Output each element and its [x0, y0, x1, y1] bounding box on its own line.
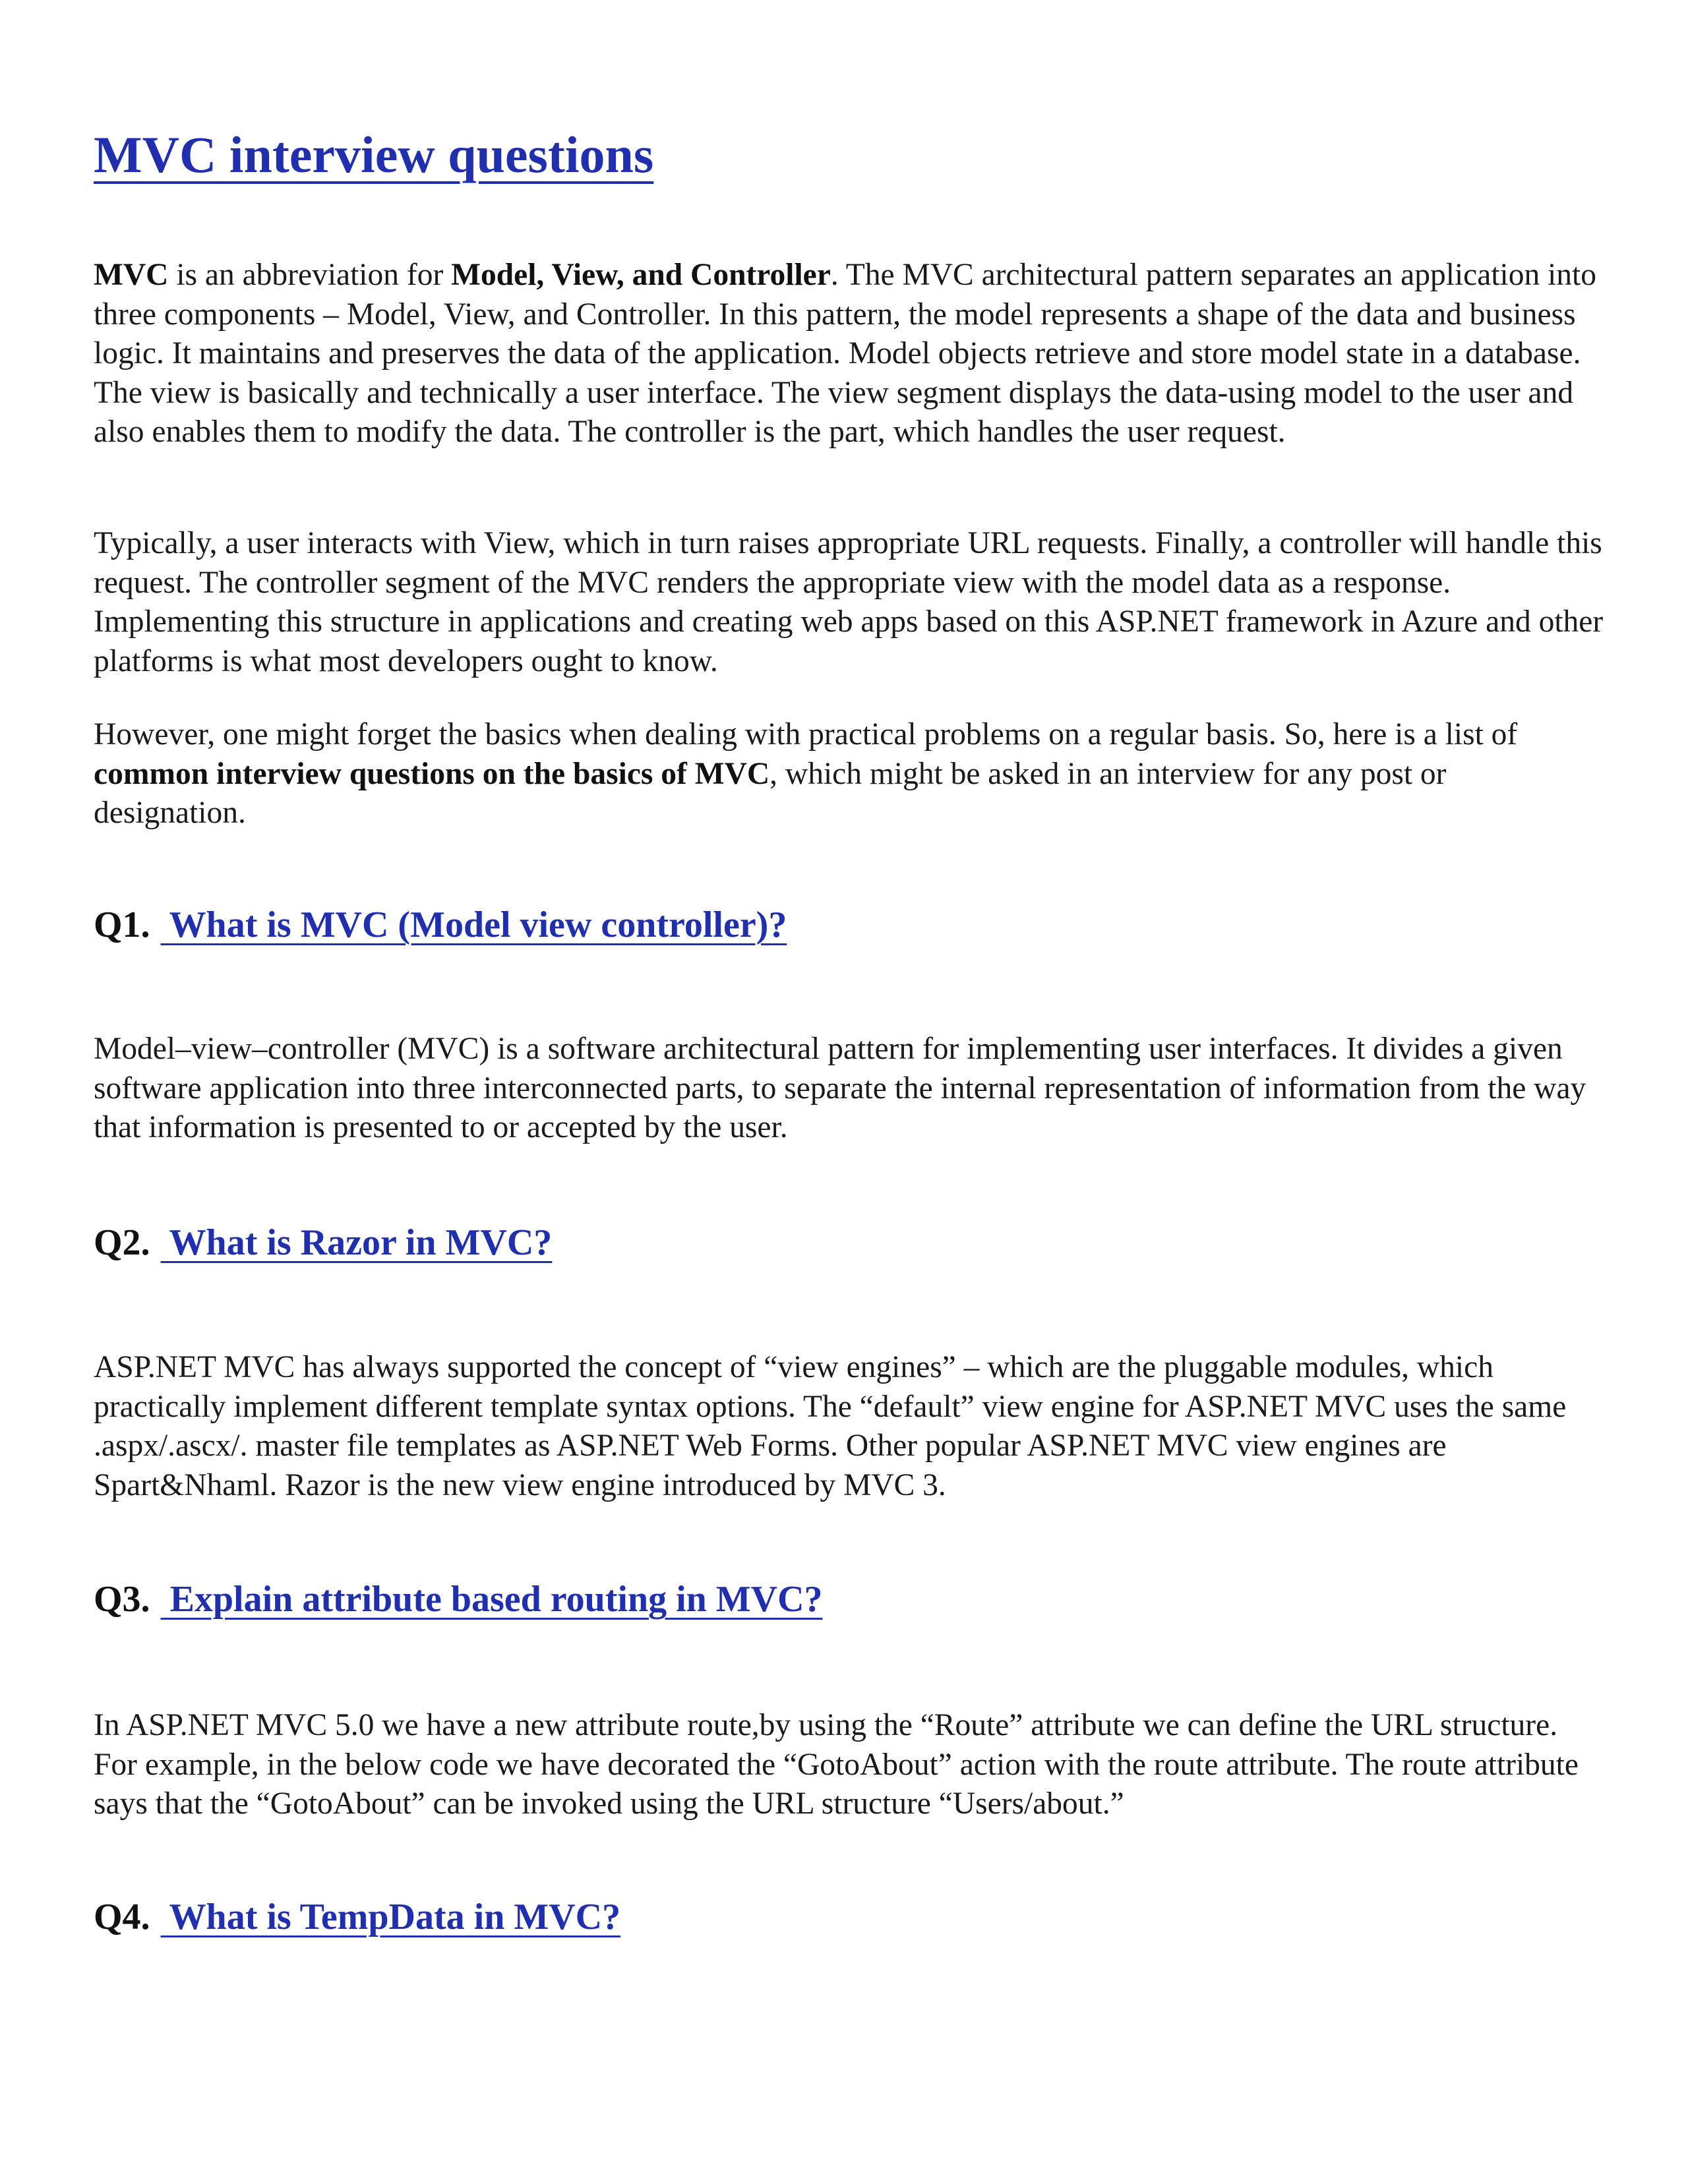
question-link-2[interactable]: What is Razor in MVC?: [160, 1222, 553, 1263]
intro-bold-mvc-expansion: Model, View, and Controller: [451, 258, 831, 292]
question-number: Q1.: [94, 904, 150, 945]
intro-paragraph-1: [94, 256, 1604, 452]
intro-text: However, one might forget the basics when dealing with practical problems on a regular basis. So, here is a list of: [94, 717, 1518, 752]
question-link-3[interactable]: Explain attribute based routing in MVC?: [160, 1579, 823, 1620]
question-heading-4: [94, 1895, 620, 1939]
question-number: Q4.: [94, 1897, 150, 1937]
answer-paragraph-2: ASP.NET MVC has always supported the concept of “view engines” – which are the pluggable modules, which practically implement different template syntax options. The “default” view engine for ASP.NET MVC uses the same .aspx/.ascx/. master file templates as ASP.NET Web Forms. Other popular ASP.NET MVC view engines are Spart&Nhaml. Razor is the new view engine introduced by MVC 3.: [94, 1350, 1567, 1502]
question-heading-3: [94, 1578, 823, 1622]
question-number: Q3.: [94, 1579, 150, 1620]
intro-bold-common-questions: common interview questions on the basics of MVC: [94, 756, 770, 791]
question-link-1[interactable]: What is MVC (Model view controller)?: [160, 904, 787, 945]
answer-paragraph-3: In ASP.NET MVC 5.0 we have a new attribute route,by using the “Route” attribute we can define the URL structure. For example, in the below code we have decorated the “GotoAbout” action with the route attribute. The route attribute says that the “GotoAbout” can be invoked using the URL structure “Users/about.”: [94, 1708, 1579, 1821]
intro-text: . The MVC architectural pattern separates an application into three components – Model, View, and Controller. In this pattern, the model represents a shape of the data and business logic. It maintains and preserves the data of the application. Model objects retrieve and store model state in a database. The view is basically and technically a user interface. The view segment displays the data-using model to the user and also enables them to modify the data. The controller is the part, which handles the user request.: [94, 258, 1596, 449]
intro-text: , which might be asked in an interview for any post or designation.: [94, 756, 1447, 830]
page-title-link[interactable]: MVC interview questions: [94, 126, 654, 183]
intro-paragraph-3: [94, 715, 1604, 833]
question-heading-1: [94, 903, 787, 947]
intro-paragraph-2: Typically, a user interacts with View, which in turn raises appropriate URL requests. Finally, a controller will handle this request. The controller segment of the MVC renders the appropriate view with the model data as a response. Implementing this structure in applications and creating web apps based on this ASP.NET framework in Azure and other platforms is what most developers ought to know.: [94, 526, 1604, 678]
answer-paragraph-1: Model–view–controller (MVC) is a software architectural pattern for implementing user interfaces. It divides a given software application into three interconnected parts, to separate the internal representation of information from the way that information is presented to or accepted by the user.: [94, 1032, 1586, 1144]
intro-bold-mvc: MVC: [94, 258, 169, 292]
question-heading-2: [94, 1221, 552, 1265]
question-number: Q2.: [94, 1222, 150, 1263]
intro-text: is an abbreviation for: [168, 258, 452, 292]
question-link-4[interactable]: What is TempData in MVC?: [160, 1897, 621, 1937]
